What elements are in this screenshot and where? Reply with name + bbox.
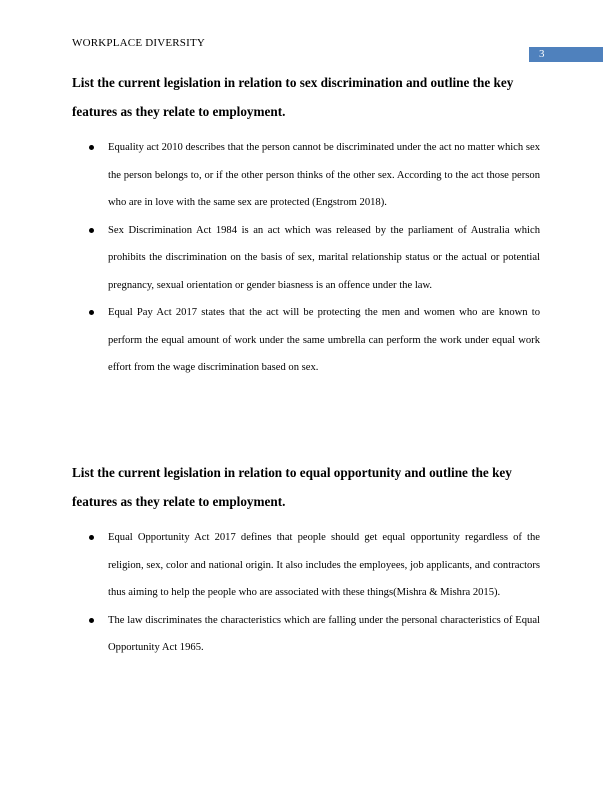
list-item-text: Equality act 2010 describes that the person cannot be discriminated under the act no matter which sex the person belongs to, or if the other person thinks of the other sex. According to the act those person who are in love with the same sex are protected (Engstrom 2018). <box>108 142 540 208</box>
list-item-text: Sex Discrimination Act 1984 is an act which was released by the parliament of Australia which prohibits the discrimination on the basis of sex, marital relationship status or the actual or potential pregnancy, sexual orientation or gender biasness is an offence under the law. <box>108 224 540 291</box>
bullet-icon <box>89 535 94 540</box>
section-sex-discrimination <box>72 68 540 382</box>
section-heading: List the current legislation in relation to sex discrimination and outline the key features as they relate to employment. <box>72 75 514 119</box>
bullet-list <box>72 134 540 382</box>
list-item <box>72 607 540 662</box>
running-header: WORKPLACE DIVERSITY <box>72 37 206 49</box>
list-item-text: Equal Opportunity Act 2017 defines that people should get equal opportunity regardless of the religion, sex, color and national origin. It also includes the employees, job applicants, and contractors thus aiming to help the people who are associated with these things(Mishra & Mishra 2015). <box>108 532 540 598</box>
list-item-text: The law discriminates the characteristics which are falling under the personal characteristics of Equal Opportunity Act 1965. <box>108 614 540 653</box>
list-item <box>72 524 540 607</box>
bullet-icon <box>89 310 94 315</box>
list-item <box>72 134 540 217</box>
bullet-icon <box>89 228 94 233</box>
bullet-list <box>72 524 540 662</box>
section-equal-opportunity <box>72 458 540 662</box>
page-number-badge: 3 <box>529 47 603 62</box>
list-item <box>72 217 540 300</box>
bullet-icon <box>89 618 94 623</box>
section-heading: List the current legislation in relation to equal opportunity and outline the key features as they relate to employment. <box>72 465 512 509</box>
bullet-icon <box>89 145 94 150</box>
list-item-text: Equal Pay Act 2017 states that the act will be protecting the men and women who are known to perform the equal amount of work under the same umbrella can perform the work under equal work effort from the wage discrimination based on sex. <box>108 307 540 373</box>
list-item <box>72 299 540 382</box>
